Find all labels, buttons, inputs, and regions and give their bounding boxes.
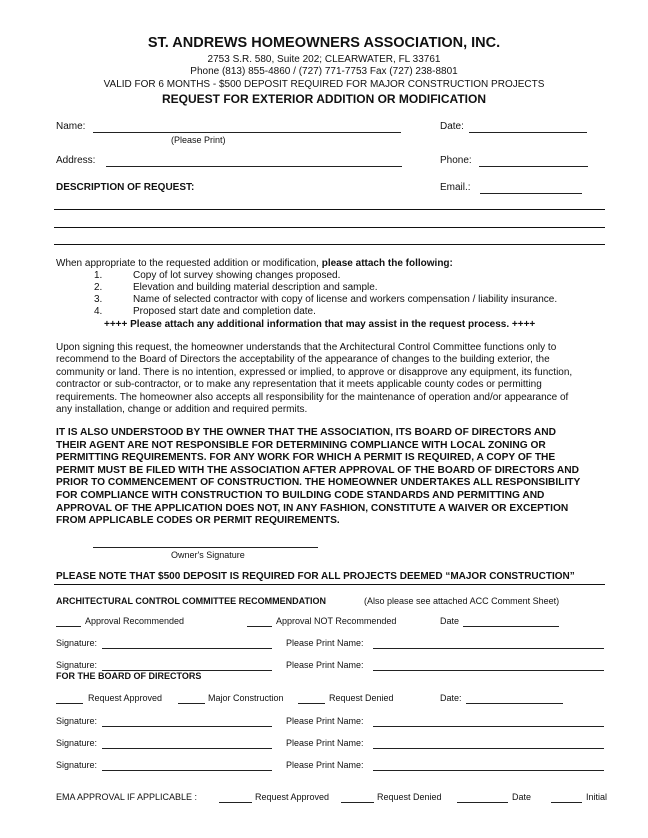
attachment-note: ++++ Please attach any additional information that may assist in the request process. ++++: [104, 319, 536, 330]
disclaimer-line-3: community or land. There is no intention, expressed or implied, to approve or disapprove any equipment, its function,: [56, 366, 573, 378]
acc-signature-1-field[interactable]: [102, 648, 272, 649]
board-major-blank[interactable]: [178, 703, 205, 704]
acc-title: ARCHITECTURAL CONTROL COMMITTEE RECOMMENDATION: [56, 596, 326, 606]
disclaimer-paragraph: [56, 342, 616, 416]
warning-line-4: PERMIT MUST BE FILED WITH THE ASSOCIATION AFTER APPROVAL OF THE BOARD OF DIRECTORS AND: [56, 464, 579, 476]
acc-print-name-2-label: Please Print Name:: [286, 660, 364, 670]
board-print-name-3-field[interactable]: [373, 770, 604, 771]
acc-print-name-1-field[interactable]: [373, 648, 604, 649]
board-major-label: Major Construction: [208, 693, 284, 703]
disclaimer-line-5: requirements. The homeowner also accepts all responsibility for the maintenance of operation and/or appearance of: [56, 391, 569, 403]
description-line-1[interactable]: [54, 209, 605, 210]
acc-signature-2-label: Signature:: [56, 660, 98, 670]
attachment-num-2: 2.: [94, 282, 103, 293]
date-label: Date:: [440, 121, 464, 132]
attachments-intro: [56, 258, 453, 269]
acc-not-approval-blank[interactable]: [247, 626, 272, 627]
attachment-num-3: 3.: [94, 294, 103, 305]
board-print-name-1-field[interactable]: [373, 726, 604, 727]
board-date-label: Date:: [440, 693, 462, 703]
attachment-num-1: 1.: [94, 270, 103, 281]
owner-signature-label: Owner's Signature: [171, 550, 245, 560]
name-label: Name:: [56, 121, 86, 132]
acc-approval-blank[interactable]: [56, 626, 81, 627]
board-approved-blank[interactable]: [56, 703, 83, 704]
board-signature-2-label: Signature:: [56, 738, 98, 748]
acc-approval-label: Approval Recommended: [85, 616, 185, 626]
description-line-2[interactable]: [54, 227, 605, 228]
acc-date-label: Date: [440, 616, 460, 626]
ema-initial-blank[interactable]: [551, 802, 582, 803]
disclaimer-line-6: any installation, change or addition and required permits.: [56, 404, 308, 416]
email-field[interactable]: [480, 193, 582, 194]
warning-line-6: FOR COMPLIANCE WITH CONSTRUCTION TO BUILDING CODE STANDARDS AND PERMITTING AND: [56, 489, 545, 501]
attachment-item-2: Elevation and building material description and sample.: [133, 282, 378, 293]
board-print-name-3-label: Please Print Name:: [286, 760, 364, 770]
warning-line-3: PERMITTING REQUIREMENTS. FOR ANY WORK FOR WHICH A PERMIT IS REQUIRED, A COPY OF THE: [56, 452, 556, 464]
disclaimer-line-1: Upon signing this request, the homeowner understands that the Architectural Control Committee functions only to: [56, 342, 557, 353]
board-print-name-1-label: Please Print Name:: [286, 716, 364, 726]
phone-field[interactable]: [479, 166, 588, 167]
ema-label: EMA APPROVAL IF APPLICABLE :: [56, 792, 198, 802]
address-label: Address:: [56, 155, 96, 166]
org-name: ST. ANDREWS HOMEOWNERS ASSOCIATION, INC.: [147, 35, 501, 51]
form-title: REQUEST FOR EXTERIOR ADDITION OR MODIFICATION: [162, 92, 486, 106]
warning-line-5: PRIOR TO COMMENCEMENT OF CONSTRUCTION. THE HOMEOWNER UNDERTAKES ALL RESPONSIBILITY: [56, 477, 581, 489]
warning-line-1: IT IS ALSO UNDERSTOOD BY THE OWNER THAT THE ASSOCIATION, ITS BOARD OF DIRECTORS AND: [56, 427, 556, 438]
acc-not-approval-label: Approval NOT Recommended: [276, 616, 397, 626]
warning-paragraph: [56, 427, 616, 528]
attachment-item-3: Name of selected contractor with copy of license and workers compensation / liability insurance.: [133, 294, 558, 305]
warning-line-7: APPROVAL OF THE APPLICATION DOES NOT, IN ANY FASHION, CONSTITUTE A WAIVER OR EXCEPTION: [56, 502, 569, 514]
board-signature-3-field[interactable]: [102, 770, 272, 771]
owner-signature-field[interactable]: [93, 547, 318, 548]
description-line-3[interactable]: [54, 244, 605, 245]
attachment-item-4: Proposed start date and completion date.: [133, 306, 316, 317]
please-print-hint: (Please Print): [171, 135, 226, 145]
board-signature-2-field[interactable]: [102, 748, 272, 749]
acc-note: (Also please see attached ACC Comment Sheet): [364, 596, 560, 606]
description-label: DESCRIPTION OF REQUEST:: [56, 182, 195, 193]
address-field[interactable]: [106, 166, 402, 167]
board-print-name-2-label: Please Print Name:: [286, 738, 364, 748]
board-signature-1-field[interactable]: [102, 726, 272, 727]
board-denied-blank[interactable]: [298, 703, 325, 704]
ema-denied-label: Request Denied: [377, 792, 442, 802]
board-title: FOR THE BOARD OF DIRECTORS: [56, 671, 202, 681]
board-approved-label: Request Approved: [88, 693, 163, 703]
attachment-item-1: Copy of lot survey showing changes proposed.: [133, 270, 341, 281]
board-print-name-2-field[interactable]: [373, 748, 604, 749]
ema-approved-label: Request Approved: [255, 792, 330, 802]
email-label: Email.:: [440, 182, 471, 193]
deposit-notice: PLEASE NOTE THAT $500 DEPOSIT IS REQUIRED FOR ALL PROJECTS DEEMED “MAJOR CONSTRUCTION”: [56, 571, 575, 582]
validity-note: VALID FOR 6 MONTHS - $500 DEPOSIT REQUIRED FOR MAJOR CONSTRUCTION PROJECTS: [103, 79, 545, 90]
warning-line-8: FROM APPLICABLE CODES OR PERMIT REQUIREMENTS.: [56, 515, 340, 527]
ema-approved-blank[interactable]: [219, 802, 252, 803]
acc-date-field[interactable]: [463, 626, 559, 627]
disclaimer-line-4: contractor or sub-contractor, or to make any representation that it meets applicable county codes or permitting: [56, 379, 542, 391]
name-field[interactable]: [93, 132, 401, 133]
attachments-intro-bold: please attach the following:: [321, 258, 453, 269]
attachment-num-4: 4.: [94, 306, 103, 317]
phone-label: Phone:: [440, 155, 472, 166]
board-denied-label: Request Denied: [329, 693, 394, 703]
ema-date-blank[interactable]: [457, 802, 508, 803]
board-signature-3-label: Signature:: [56, 760, 98, 770]
org-address: 2753 S.R. 580, Suite 202; CLEARWATER, FL 33761: [207, 54, 441, 65]
ema-initial-label: Initial: [586, 792, 608, 802]
acc-signature-1-label: Signature:: [56, 638, 98, 648]
board-signature-1-label: Signature:: [56, 716, 98, 726]
acc-print-name-1-label: Please Print Name:: [286, 638, 364, 648]
ema-denied-blank[interactable]: [341, 802, 374, 803]
board-date-field[interactable]: [466, 703, 563, 704]
acc-print-name-2-field[interactable]: [373, 670, 604, 671]
warning-line-2: THEIR AGENT ARE NOT RESPONSIBLE FOR DETERMINING COMPLIANCE WITH LOCAL ZONING OR: [56, 439, 546, 451]
attachments-intro-text: When appropriate to the requested addition or modification,: [56, 258, 319, 269]
deposit-divider: [54, 584, 605, 585]
ema-date-label: Date: [512, 792, 532, 802]
date-field[interactable]: [469, 132, 587, 133]
disclaimer-line-2: recommend to the Board of Directors the acceptability of the appearance of changes to the building exterior, the: [56, 354, 550, 366]
org-phone-fax: Phone (813) 855-4860 / (727) 771-7753 Fax (727) 238-8801: [190, 66, 458, 77]
